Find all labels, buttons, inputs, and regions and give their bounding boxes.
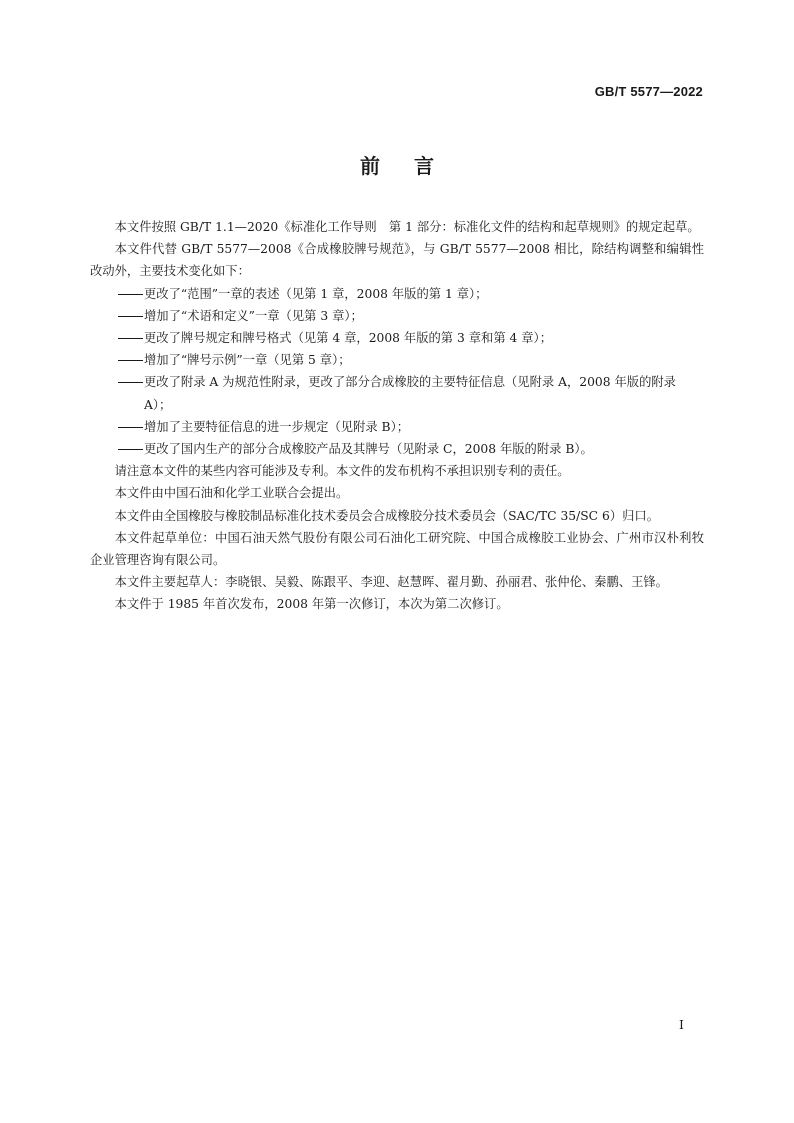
paragraph: 本文件于 1985 年首次发布，2008 年第一次修订，本次为第二次修订。 xyxy=(114,597,509,612)
dash-bullet xyxy=(118,327,144,349)
change-item xyxy=(90,283,704,305)
change-item xyxy=(90,438,704,460)
change-text: 更改了“范围”一章的表述（见第 1 章，2008 年版的第 1 章）； xyxy=(144,286,488,301)
change-item xyxy=(90,305,704,327)
change-text: 更改了国内生产的部分合成橡胶产品及其牌号（见附录 C，2008 年版的附录 B）。 xyxy=(144,442,593,457)
change-text: 增加了“牌号示例”一章（见第 5 章）； xyxy=(144,353,351,368)
dash-bullet xyxy=(118,283,144,305)
paragraph: 本文件由全国橡胶与橡胶制品标准化技术委员会合成橡胶分技术委员会（SAC/TC 35/SC 6）归口。 xyxy=(114,508,660,523)
change-text: 更改了牌号规定和牌号格式（见第 4 章，2008 年版的第 3 章和第 4 章）； xyxy=(144,331,552,346)
change-item xyxy=(90,416,704,438)
change-text: 增加了“术语和定义”一章（见第 3 章）； xyxy=(144,308,363,323)
paragraph: 本文件由中国石油和化学工业联合会提出。 xyxy=(114,486,349,501)
dash-bullet xyxy=(118,305,144,327)
change-item xyxy=(90,349,704,371)
dash-bullet xyxy=(118,438,144,460)
foreword-body xyxy=(90,216,704,616)
page-title: 前言 xyxy=(360,154,468,178)
paragraph: 请注意本文件的某些内容可能涉及专利。本文件的发布机构不承担识别专利的责任。 xyxy=(114,464,570,479)
change-item xyxy=(90,327,704,349)
paragraph: 本文件主要起草人：李晓银、吴毅、陈跟平、李迎、赵慧晖、翟月勤、孙丽君、张仲伦、秦鹏、王锋。 xyxy=(114,575,668,590)
paragraph: 本文件起草单位：中国石油天然气股份有限公司石油化工研究院、中国合成橡胶工业协会、广州市汉朴利牧企业管理咨询有限公司。 xyxy=(90,530,704,568)
paragraph: 本文件代替 GB/T 5577—2008《合成橡胶牌号规范》，与 GB/T 5577—2008 相比，除结构调整和编辑性改动外，主要技术变化如下： xyxy=(90,242,704,279)
dash-bullet xyxy=(118,416,144,438)
dash-bullet xyxy=(118,349,144,371)
change-item xyxy=(90,371,704,415)
page-number: I xyxy=(679,1017,684,1032)
change-text: 更改了附录 A 为规范性附录，更改了部分合成橡胶的主要特征信息（见附录 A，2008 年版的附录 A）； xyxy=(144,375,676,412)
change-text: 增加了主要特征信息的进一步规定（见附录 B）； xyxy=(144,419,410,434)
paragraph: 本文件按照 GB/T 1.1—2020《标准化工作导则 第 1 部分：标准化文件的结构和起草规则》的规定起草。 xyxy=(114,220,700,234)
dash-bullet xyxy=(118,371,144,393)
standard-code: GB/T 5577—2022 xyxy=(594,84,703,99)
